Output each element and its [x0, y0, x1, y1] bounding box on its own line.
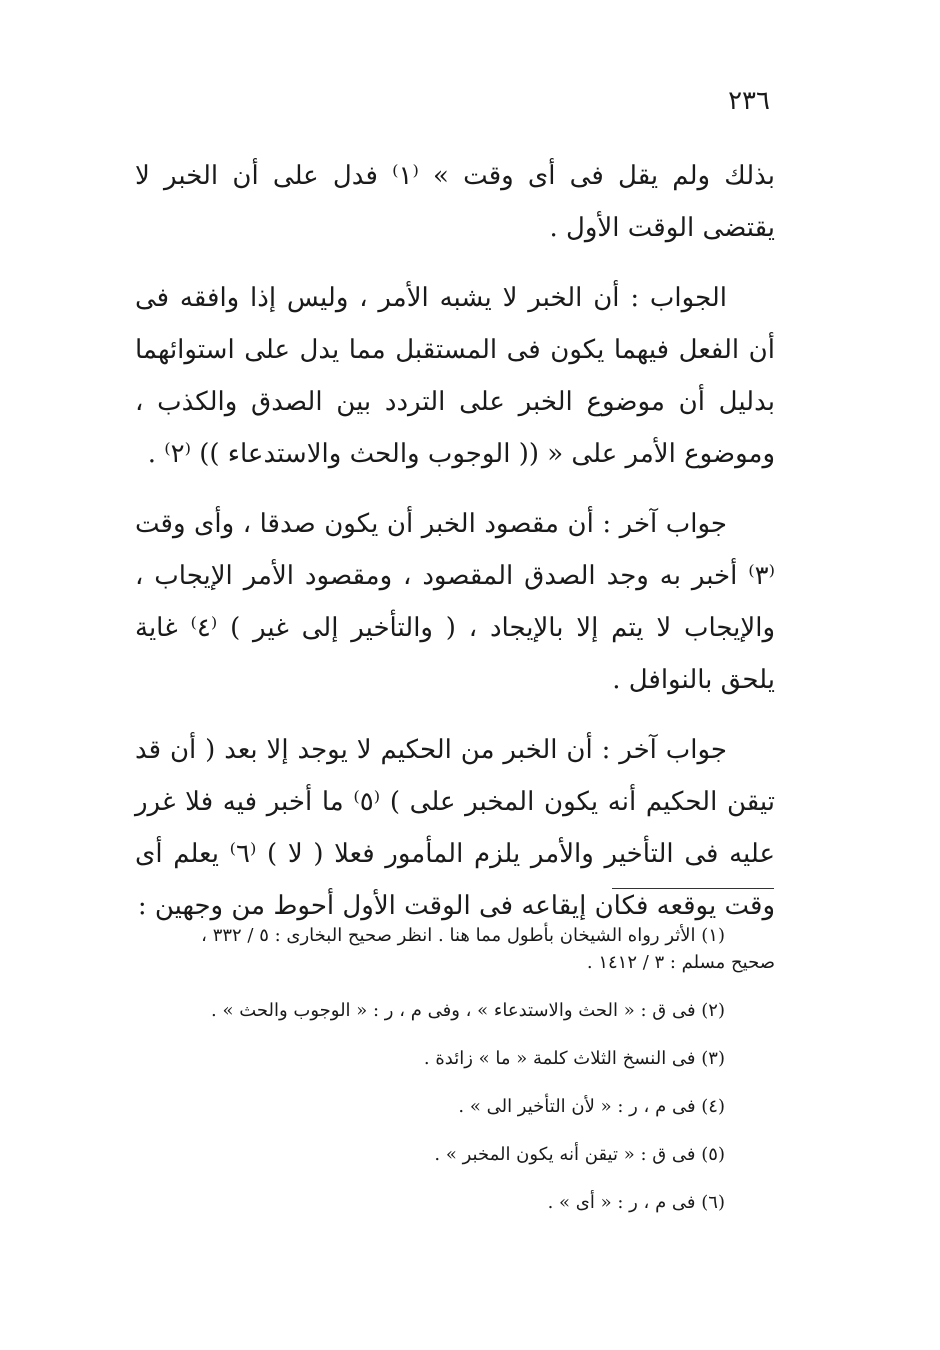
paragraph-1: بذلك ولم يقل فى أى وقت » ⁽١⁾ فدل على أن الخبر لا يقتضى الوقت الأول .	[135, 161, 776, 243]
page-number: ٢٣٦	[728, 86, 770, 116]
paragraph-4: جواب آخر : أن الخبر من الحكيم لا يوجد إلا بعد ( أن قد تيقن الحكيم أنه يكون المخبر على ) ⁽٥⁾ ما أخبر فيه فلا غرر عليه فى التأخير والأمر يلزم المأمور فعلا ( لا ) ⁽٦⁾ يعلم أى وقت يوقعه فكان إيقاعه فى الوقت الأول أحوط من وجهين :	[135, 735, 776, 921]
footnote-4: (٤) فى م ، ر : « لأن التأخير الى » .	[458, 1096, 725, 1117]
footnote-3: (٣) فى النسخ الثلاث كلمة « ما » زائدة .	[423, 1048, 725, 1069]
footnote-1	[135, 922, 775, 976]
footnotes	[135, 922, 775, 1216]
main-text	[135, 150, 775, 950]
footnote-5: (٥) فى ق : « تيقن أنه يكون المخبر » .	[434, 1144, 725, 1165]
footnote-6: (٦) فى م ، ر : « أى » .	[547, 1192, 725, 1213]
footnote-1-line-2: صحيح مسلم : ٣ / ١٤١٢ .	[586, 952, 775, 973]
footnote-separator	[612, 888, 774, 889]
paragraph-3: جواب آخر : أن مقصود الخبر أن يكون صدقا ، وأى وقت ⁽٣⁾ أخبر به وجد الصدق المقصود ، ومقصود الأمر الإيجاب ، والإيجاب لا يتم إلا بالإيجاد ، ( والتأخير إلى غير ) ⁽٤⁾ غاية يلحق بالنوافل .	[135, 509, 775, 695]
paragraph-2: الجواب : أن الخبر لا يشبه الأمر ، وليس إذا وافقه فى أن الفعل فيهما يكون فى المستقبل مما يدل على استوائهما بدليل أن موضوع الخبر على التردد بين الصدق والكذب ، وموضوع الأمر على « (( الوجوب والحث والاستدعاء )) ⁽٢⁾ .	[135, 283, 775, 469]
footnote-2: (٢) فى ق : « الحث والاستدعاء » ، وفى م ، ر : « الوجوب والحث » .	[211, 1000, 725, 1021]
footnote-1-line-1: (١) الأثر رواه الشيخان بأطول مما هنا . انظر صحيح البخارى : ٥ / ٣٣٢ ،	[201, 925, 725, 946]
